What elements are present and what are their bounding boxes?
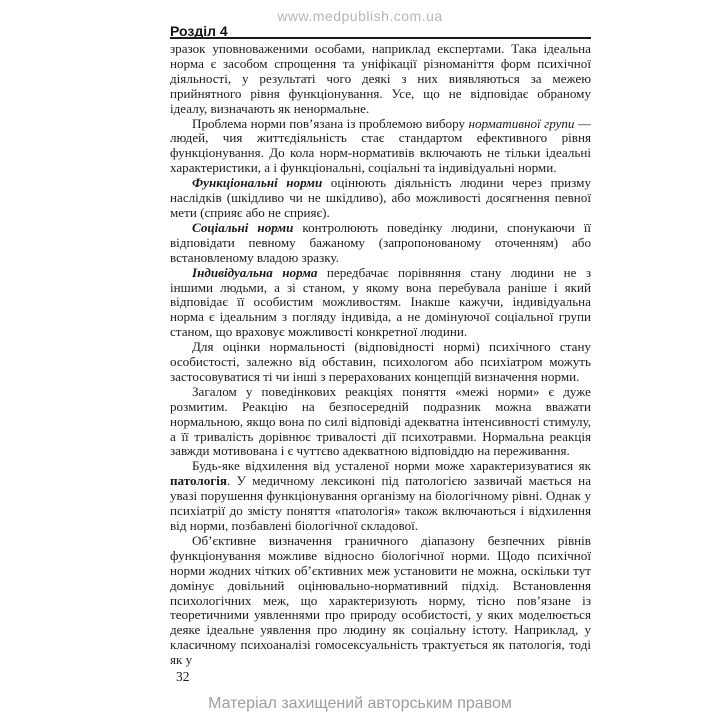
text-segment-normal: оцінюють діяльність людини через призму наслідків (шкідливо чи не шкідливо), або можливості досягнення певної мети (сприяє або не сприяє).	[170, 175, 591, 220]
body-text	[170, 42, 591, 668]
header-rule	[170, 37, 591, 39]
chapter-label: Розділ 4	[170, 23, 228, 39]
paragraph	[170, 117, 591, 177]
paragraph	[170, 340, 591, 385]
text-segment-normal: Для оцінки нормальності (відповідності нормі) психічного стану особистості, залежно від обставин, психологом або психіатром можуть застосовуватися ті чи інші з перерахованих концепцій визначення норми.	[170, 339, 591, 384]
page-number: 32	[176, 669, 190, 684]
text-segment-normal: Будь-яке відхилення від усталеної норми може характеризуватися як	[192, 458, 591, 474]
text-segment-normal: . У медичному лексиконі під патологією зазвичай мається на увазі порушення функціонування організму на біологічному рівні. Однак у психіатрії до змісту поняття «патологія» також включаються і відхилення від норми, позбавлені біологічної складової.	[170, 473, 591, 533]
paragraph	[170, 534, 591, 668]
text-segment-italic: нормативної групи	[468, 115, 575, 131]
text-segment-normal: зразок уповноваженими особами, наприклад експертами. Така ідеальна норма є засобом спрощення та уніфікації різноманіття форм психічної діяльності, у результаті чого деякі з них виявляються за межею прийнятного рівня функціонування. Усе, що не відповідає обраному ідеалу, визначають як ненормальне.	[170, 41, 591, 116]
paragraph	[170, 42, 591, 117]
text-segment-bold: патологія	[170, 473, 227, 489]
text-segment-normal: передбачає порівняння стану людини не з іншими людьми, а зі станом, у якому вона перебувала раніше і який відповідає її особистим можливостям. Інакше кажучи, індивідуальна норма є ідеальним з погляду індивіда, а не домінуючої соціальної групи станом, що враховує можливості конкретної людини.	[170, 264, 591, 340]
text-segment-normal: Об’єктивне визначення граничного діапазону безпечних рівнів функціонування можливе відносно біологічної норми. Щодо психічної норми жодних чітких об’єктивних меж установити не можна, оскільки тут домінує довільний оцінювально-нормативний підхід. Встановлення психологічних меж, що характеризують норму, тісно пов’язане із теоретичними уявленнями про природу особистості, у яких моделюється деяке ідеальне уявлення про людину як соціальну істоту. Наприклад, у класичному психоаналізі гомосексуальність трактується як патологія, тоді як у	[170, 532, 591, 668]
paragraph	[170, 266, 591, 341]
text-segment-normal: контролюють поведінку людини, спонукаючи її відповідати певному бажаному (запропонованому оточенням) або встановленому владою зразку.	[170, 219, 591, 265]
text-segment-normal: — людей, чия життєдіяльність стає стандартом ефективного рівня функціонування. До кола норм-нормативів включають не тільки ідеальні характеристики, а і функціональні, соціальні та індивідуальні норми.	[170, 115, 592, 176]
paragraph	[170, 221, 591, 266]
paragraph	[170, 385, 591, 460]
text-segment-bold-italic: Соціальні норми	[192, 219, 294, 235]
website-url-watermark: www.medpublish.com.ua	[277, 8, 443, 24]
text-segment-bold-italic: Індивідуальна норма	[192, 264, 318, 280]
text-segment-normal: Проблема норми пов’язана із проблемою вибору	[192, 115, 469, 131]
text-segment-normal: Загалом у поведінкових реакціях поняття «межі норми» є дуже розмитим. Реакцію на безпосередній подразник можна вважати нормальною, якщо вона по силі відповіді адекватна інтенсивності стимулу, а її тривалість дорівнює тривалості дії психотравми. Нормальна реакція завжди мотивована і є чуттєво адекватною відповіддю на переживання.	[170, 383, 591, 459]
text-segment-bold-italic: Функціональні норми	[192, 175, 323, 191]
paragraph	[170, 176, 591, 221]
paragraph	[170, 459, 591, 534]
copyright-watermark: Матеріал захищений авторським правом	[208, 695, 512, 712]
